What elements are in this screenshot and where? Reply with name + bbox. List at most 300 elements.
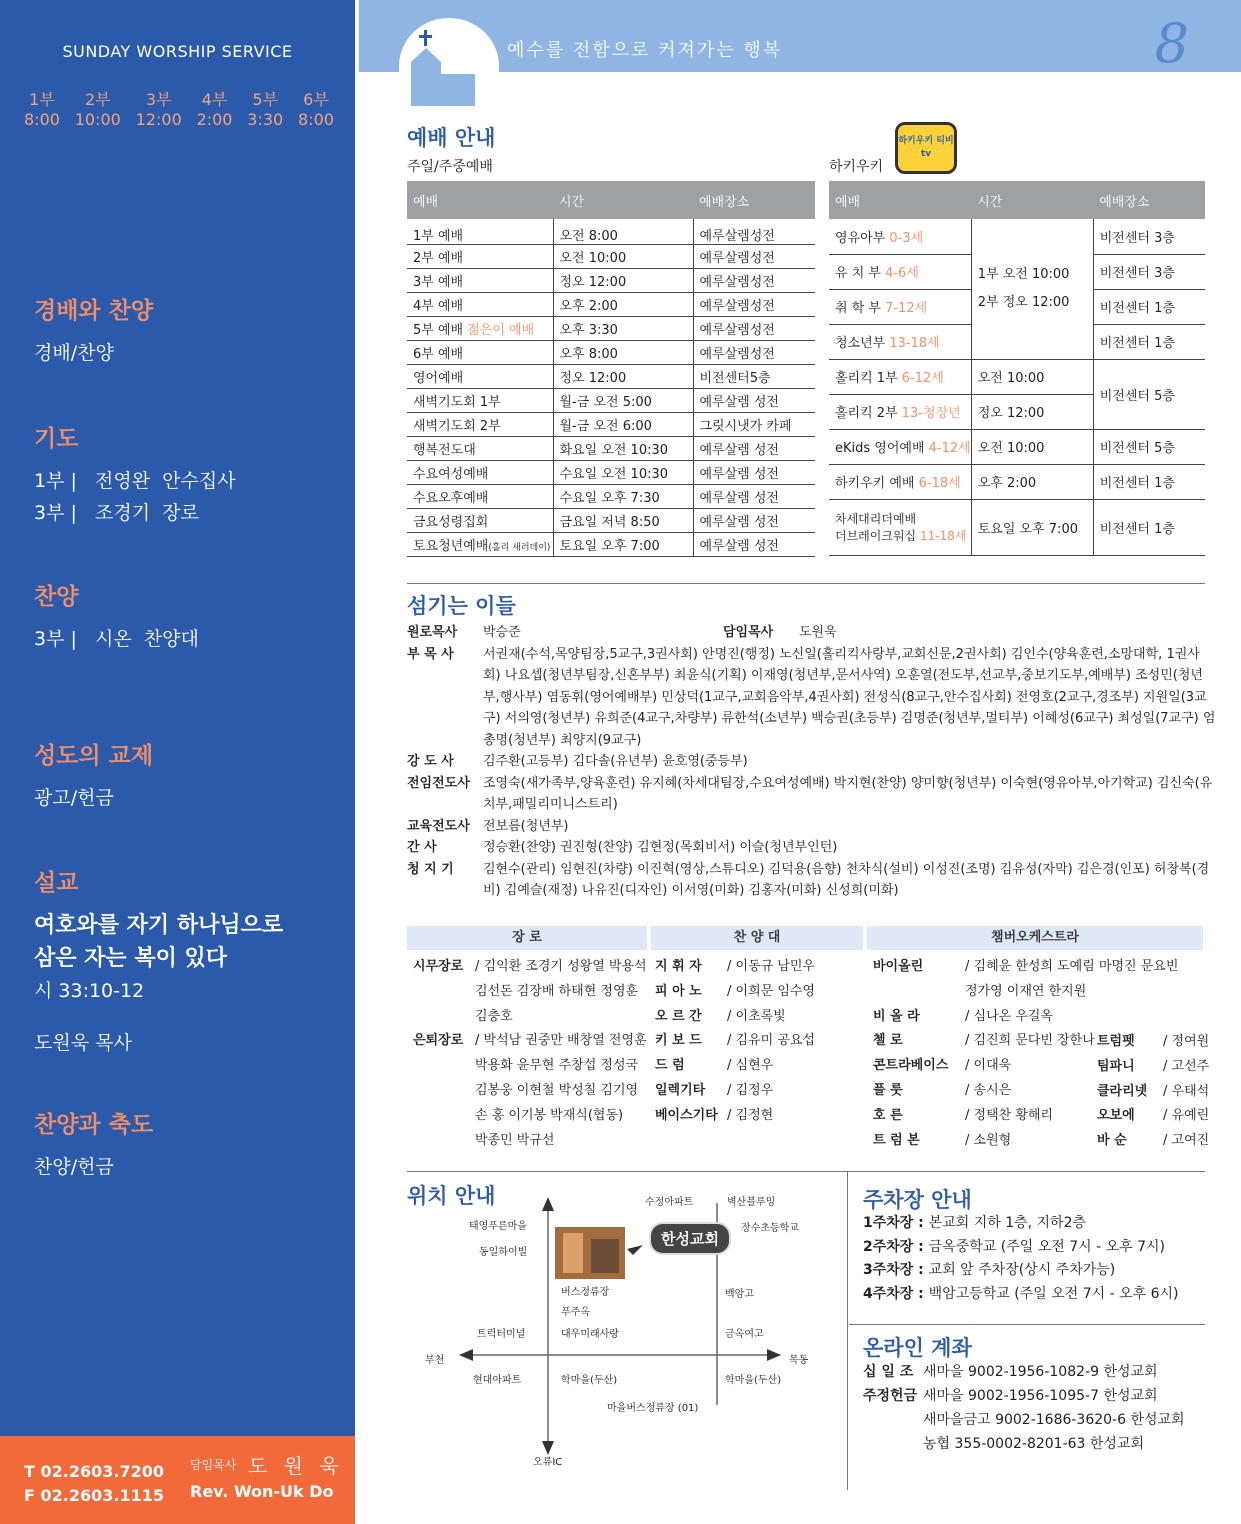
map-label: 동일하이빌	[479, 1247, 528, 1258]
kids-worship-subtitle: 하키우키	[829, 159, 884, 175]
servant-label: 전임전도사	[407, 775, 470, 791]
ensemble-role	[413, 1054, 475, 1079]
service-time: 8:00	[24, 110, 60, 129]
servant-row	[407, 816, 1217, 838]
map-label: 오류IC	[533, 1457, 563, 1468]
kids-worship-name: 홀리킥 1부 6-12세	[829, 359, 971, 394]
kids-name: 차세대리더예배	[835, 512, 917, 526]
map-label: 버스정류장	[561, 1287, 610, 1298]
worship-place: 예루살렘성전	[693, 293, 815, 317]
table-row	[829, 359, 1205, 394]
servant-label: 원로목사	[407, 625, 458, 640]
table-row	[407, 245, 815, 269]
table-row	[407, 269, 815, 293]
worship-time: 화요일 오전 10:30	[553, 437, 693, 461]
worship-time: 월-금 오전 6:00	[553, 413, 693, 437]
ensemble-row	[873, 1005, 1178, 1030]
ensemble-role: 일렉기타	[655, 1082, 706, 1098]
servant-names: 전보름(청년부)	[483, 818, 569, 834]
table-row	[407, 413, 815, 437]
main-worship-table	[407, 181, 815, 557]
table-row	[407, 389, 815, 413]
worship-time: 오전 8:00	[553, 219, 693, 245]
ensemble-role: 바 순	[1097, 1133, 1127, 1149]
kids-name: 더브레이크워십	[835, 529, 917, 543]
ensemble-names: / 고여진	[1163, 1133, 1210, 1149]
map-label: 장수초등학교	[741, 1223, 799, 1234]
worship-note: 젊은이 예배	[463, 323, 535, 338]
kids-age: 13-18세	[885, 336, 940, 351]
ensemble-row	[655, 980, 815, 1005]
ensemble-role: 드 럼	[655, 1058, 685, 1074]
praise-line: 3부 | 시온 찬양대	[34, 628, 199, 650]
blessing-section	[34, 1106, 153, 1183]
worship-place: 예루살렘 성전	[693, 485, 815, 509]
ensemble-row	[413, 955, 647, 980]
kids-age: 13-청장년	[897, 406, 961, 421]
map-label: 수정아파트	[645, 1197, 694, 1208]
worship-time: 오후 3:30	[553, 317, 693, 341]
prayer-section	[34, 420, 236, 529]
map-label: 대우미래사랑	[561, 1329, 619, 1340]
ensemble-names: / 우태석	[1163, 1083, 1210, 1099]
ensemble-names: / 김유미 공요섭	[727, 1033, 815, 1049]
ensemble-row	[655, 955, 815, 980]
blessing-text: 찬양/헌금	[34, 1156, 114, 1178]
ensemble-names: / 이동규 남민우	[727, 959, 815, 974]
worship-place: 예루살렘성전	[693, 317, 815, 341]
worship-name: 금요성령집회	[407, 509, 553, 533]
ensemble-role	[413, 1005, 475, 1030]
ensemble-names: 손 홍 이기봉 박재식(협동)	[475, 1107, 624, 1123]
service-time-slot	[197, 90, 233, 130]
service-time: 2:00	[196, 110, 233, 129]
servant-label: 부 목 사	[407, 646, 454, 662]
page-number: 8	[1154, 12, 1189, 75]
map-label: 금옥여고	[725, 1329, 764, 1340]
ensemble-role: 시무장로	[413, 959, 464, 974]
ensemble-names: 김선돈 김장배 하태현 정영훈	[475, 983, 639, 999]
kids-place: 비전센터 3층	[1093, 254, 1205, 289]
worship-name: 4부 예배	[407, 293, 553, 317]
table-row	[829, 499, 1205, 555]
table-row	[407, 219, 815, 245]
map-label: 푸주옥	[561, 1307, 590, 1318]
map-label: 백암고	[725, 1289, 754, 1300]
map-label: 벽산블루밍	[727, 1197, 776, 1208]
kids-place: 비전센터 3층	[1093, 219, 1205, 254]
prayer-line: 3부 | 조경기 장로	[34, 502, 199, 524]
ensemble-role: 팀파니	[1097, 1058, 1135, 1074]
ensemble-row	[413, 1129, 647, 1154]
kids-time: 정오 12:00	[971, 394, 1093, 429]
service-time-slot	[247, 90, 283, 130]
kids-age: 7-12세	[880, 301, 928, 316]
kids-place: 비전센터 5층	[1093, 429, 1205, 464]
header-bar	[359, 0, 1241, 75]
ensemble-row	[655, 1104, 815, 1129]
kids-worship-name: 홀리킥 2부 13-청장년	[829, 394, 971, 429]
worship-info-heading: 예배 안내	[407, 125, 496, 150]
service-part: 2부	[84, 90, 111, 109]
worship-note: (홀리 새러데이)	[488, 543, 551, 553]
blessing-heading: 찬양과 축도	[34, 1112, 154, 1138]
choir-list	[655, 955, 815, 1129]
ensemble-names: / 심현우	[727, 1058, 774, 1074]
ensemble-role: 키 보 드	[655, 1033, 702, 1049]
ensemble-row	[413, 1005, 647, 1030]
ensemble-role: 플 룻	[873, 1082, 903, 1098]
ensemble-names: / 김익환 조경기 성왕열 박용석	[475, 959, 647, 974]
worship-time: 정오 12:00	[553, 365, 693, 389]
kids-place: 비전센터 1층	[1093, 499, 1205, 555]
worship-place: 비전센터5층	[693, 365, 815, 389]
fax: F 02.2603.1115	[24, 1486, 164, 1505]
kids-place: 비전센터 1층	[1093, 464, 1205, 499]
map-label: 현대아파트	[473, 1375, 522, 1386]
kids-place: 비전센터 5층	[1093, 359, 1205, 429]
location-heading: 위치 안내	[407, 1183, 496, 1208]
service-time: 10:00	[74, 110, 121, 129]
church-icon	[399, 18, 499, 124]
account-label: 십 일 조	[863, 1364, 914, 1380]
kids-worship-name	[829, 499, 971, 555]
worship-place: 예루살렘 성전	[693, 437, 815, 461]
service-time-slot	[75, 90, 121, 130]
ensemble-names: / 정택찬 황해리	[965, 1107, 1053, 1123]
ensemble-names: / 김정현	[727, 1107, 774, 1123]
worship-time: 정오 12:00	[553, 269, 693, 293]
divider	[847, 1172, 848, 1490]
ensemble-role: 베이스기타	[655, 1107, 718, 1123]
worship-time: 금요일 저녁 8:50	[553, 509, 693, 533]
ensemble-role: 첼 로	[873, 1033, 903, 1049]
worship-place: 예루살렘성전	[693, 219, 815, 245]
map-label: 태영푸른마을	[469, 1221, 527, 1232]
kids-worship-name: eKids 영어예배 4-12세	[829, 429, 971, 464]
account-number: 새마을금고 9002-1686-3620-6 한성교회	[923, 1412, 1185, 1428]
phone: T 02.2603.7200	[24, 1462, 164, 1481]
table-row	[407, 461, 815, 485]
col-header: 시간	[553, 181, 693, 219]
header-title: 예수를 전함으로 커져가는 행복	[507, 40, 783, 61]
ensemble-role: 호 른	[873, 1107, 903, 1123]
service-time-slot	[298, 90, 334, 130]
pastor-name-en: Rev. Won-Uk Do	[190, 1482, 334, 1501]
table-row	[407, 341, 815, 365]
shared-time: 2부 정오 12:00	[977, 294, 1070, 310]
col-header: 예배장소	[1093, 181, 1205, 219]
ensemble-role: 오보에	[1097, 1108, 1135, 1124]
parking-row	[863, 1259, 1179, 1283]
sermon-section	[34, 864, 283, 1059]
service-times	[24, 90, 334, 130]
ensemble-row	[413, 980, 647, 1005]
ensemble-names: / 고선주	[1163, 1058, 1210, 1074]
table-row	[829, 464, 1205, 499]
ensemble-names: / 김진희 문다빈 장한나	[965, 1033, 1095, 1049]
servant-label: 담임목사	[723, 625, 774, 640]
ensemble-names: 김충호	[475, 1008, 513, 1024]
ensemble-role: 비 올 라	[873, 1008, 920, 1024]
kids-worship-name: 유 치 부 4-6세	[829, 254, 971, 289]
worship-place: 예루살렘 성전	[693, 389, 815, 413]
table-row	[407, 485, 815, 509]
service-title: SUNDAY WORSHIP SERVICE	[62, 42, 293, 61]
kids-time: 오후 2:00	[971, 464, 1093, 499]
servant-row	[407, 859, 1217, 902]
elders-header: 장 로	[407, 926, 647, 950]
fellowship-heading: 성도의 교제	[34, 743, 154, 769]
service-part: 4부	[201, 90, 228, 109]
divider	[407, 583, 1205, 584]
prayer-line: 1부 | 전영완 안수집사	[34, 470, 236, 492]
ensemble-row	[413, 1079, 647, 1104]
prayer-heading: 기도	[34, 426, 79, 452]
servant-names: 도원욱	[799, 625, 837, 640]
ensemble-role	[413, 1079, 475, 1104]
ensemble-names: / 소원형	[965, 1132, 1012, 1148]
main-worship-subtitle: 주일/주중예배	[407, 159, 493, 175]
pastor-name: 도 원 욱	[248, 1454, 344, 1478]
orchestra-list-right	[1097, 1030, 1209, 1154]
ensemble-row	[413, 1104, 647, 1129]
col-header: 예배장소	[693, 181, 815, 219]
table-row	[407, 437, 815, 461]
worship-place: 예루살렘성전	[693, 341, 815, 365]
table-row	[407, 509, 815, 533]
worship-name: 수요여성예배	[407, 461, 553, 485]
servant-label: 청 지 기	[407, 861, 454, 877]
account-list	[863, 1360, 1185, 1456]
worship-name: 6부 예배	[407, 341, 553, 365]
worship-name: 토요청년예배(홀리 새러데이)	[407, 533, 553, 557]
account-number: 새마을 9002-1956-1095-7 한성교회	[923, 1388, 1158, 1404]
ensemble-role: 지 휘 자	[655, 959, 702, 974]
service-time: 8:00	[298, 110, 334, 129]
worship-name: 새벽기도회 1부	[407, 389, 553, 413]
orchestra-header: 챔버오케스트라	[867, 926, 1203, 950]
kids-age: 4-12세	[924, 441, 971, 456]
ensemble-names: / 이대욱	[965, 1058, 1012, 1074]
parking-list	[863, 1212, 1179, 1306]
praise-section	[34, 578, 199, 655]
kids-time: 오전 10:00	[971, 359, 1093, 394]
ensemble-names: 박종민 박규선	[475, 1132, 555, 1148]
map-label: 트럭터미널	[477, 1329, 526, 1340]
worship-name: 5부 예배 젊은이 예배	[407, 317, 553, 341]
ensemble-role	[413, 1129, 475, 1154]
sermon-verse: 시 33:10-12	[34, 980, 145, 1002]
worship-name: 영어예배	[407, 365, 553, 389]
worship-time: 토요일 오후 7:00	[553, 533, 693, 557]
servant-names: 서권재(수석,목양팀장,5교구,3권사회) 안명진(행정) 노신일(홀리킥사랑부,교회신문,2권사회) 김인수(양육훈련,소망대학, 1권사회) 나요셉(청년부팀장,신혼부부) 최윤식(기획) 이재영(청년부,문서사역) 오훈열(전도부,선교부,중보기도부,예배부) 조성민(청년부,행사부) 염동휘(영어예배부) 민상덕(1교구,교회음악부,4권사회) 전성식(8교구,안수집사회) 전영호(2교구,경조부) 지원일(3교구) 서의영(청년부) 유희준(4교구,차량부) 류한석(소년부) 백승권(초등부) 김명준(청년부,멀티부) 이혜성(6교구) 최성일(7교구) 엄총명(청년부) 최양지(9교구)	[483, 646, 1216, 748]
ensemble-names: / 심나온 우길옥	[965, 1008, 1053, 1024]
map-label: 학마을(두산)	[725, 1375, 782, 1386]
servant-names: 김현수(관리) 임현진(차량) 이진혁(영상,스튜디오) 김덕용(음향) 천차식(설비) 이성진(조명) 김유성(자막) 김은경(인포) 허창복(경비) 김예슬(재정) 나유진(디자인) 이서영(미화) 김홍자(미화) 신성희(미화)	[483, 861, 1210, 898]
account-row	[863, 1384, 1185, 1408]
ensemble-role	[413, 1104, 475, 1129]
ensemble-row	[873, 955, 1178, 980]
choir-header: 찬 양 대	[651, 926, 863, 950]
servant-row	[407, 644, 1217, 752]
ensemble-role: 트럼펫	[1097, 1034, 1135, 1049]
map-label: 목동	[789, 1355, 809, 1366]
servant-label: 강 도 사	[407, 754, 454, 769]
worship-name: 새벽기도회 2부	[407, 413, 553, 437]
ensemble-role	[873, 980, 965, 1005]
kids-worship-name: 영유아부 0-3세	[829, 219, 971, 254]
ensemble-row	[1097, 1055, 1209, 1080]
parking-row	[863, 1236, 1179, 1260]
table-row	[829, 219, 1205, 254]
ensemble-row	[1097, 1104, 1209, 1129]
divider	[407, 1171, 1205, 1172]
map-label: 학마을(두산)	[561, 1375, 618, 1386]
parking-desc: 본교회 지하 1층, 지하2층	[928, 1215, 1087, 1231]
worship-place: 예루살렘 성전	[693, 533, 815, 557]
elders-list	[413, 955, 647, 1153]
worship-text: 경배/찬양	[34, 342, 114, 364]
online-heading: 온라인 계좌	[863, 1335, 972, 1360]
ensemble-row	[1097, 1129, 1209, 1154]
kids-age: 6-18세	[914, 476, 961, 491]
ensemble-row	[413, 1029, 647, 1054]
servant-row	[407, 622, 1217, 644]
shared-time: 1부 오전 10:00	[977, 266, 1070, 282]
ensemble-names: / 유예린	[1163, 1108, 1210, 1124]
kids-shared-time	[971, 219, 1093, 359]
worship-name: 3부 예배	[407, 269, 553, 293]
sermon-preacher: 도원욱 목사	[34, 1032, 132, 1054]
worship-place: 예루살렘 성전	[693, 509, 815, 533]
table-row	[407, 533, 815, 557]
kids-place: 비전센터 1층	[1093, 289, 1205, 324]
table-row	[407, 317, 815, 341]
worship-time: 오후 8:00	[553, 341, 693, 365]
worship-time: 오후 2:00	[553, 293, 693, 317]
kids-age: 0-3세	[885, 230, 924, 246]
ensemble-row	[413, 1054, 647, 1079]
kids-age: 11-18세	[916, 529, 967, 543]
ensemble-role: 바이올린	[873, 959, 924, 974]
map-label: 부천	[425, 1355, 445, 1366]
kids-place: 비전센터 1층	[1093, 324, 1205, 359]
kids-worship-name: 청소년부 13-18세	[829, 324, 971, 359]
ensemble-names: / 송시은	[965, 1082, 1012, 1098]
account-row	[863, 1408, 1185, 1432]
map-label: 마을버스정류장 (01)	[607, 1403, 699, 1414]
ensemble-role	[413, 980, 475, 1005]
servant-names: 조영숙(새가족부,양육훈련) 유지혜(차세대팀장,수요여성예배) 박지현(찬양) 양미향(청년부) 이숙현(영유아부,아기학교) 김신숙(유치부,패밀리미니스트리)	[483, 775, 1213, 812]
service-part: 5부	[252, 90, 279, 109]
worship-time: 수요일 오전 10:30	[553, 461, 693, 485]
ensemble-row	[655, 1029, 815, 1054]
service-time-slot	[24, 90, 60, 130]
servant-row	[407, 837, 1217, 859]
parking-row	[863, 1283, 1179, 1307]
church-marker: 한성교회	[649, 1222, 731, 1255]
worship-heading: 경배와 찬양	[34, 298, 154, 324]
left-sidebar	[0, 0, 355, 1524]
servant-row	[407, 751, 1217, 773]
ensemble-names: / 김정우	[727, 1082, 774, 1098]
account-label: 주정헌금	[863, 1388, 918, 1404]
ensemble-names: / 이초록빛	[727, 1008, 786, 1024]
praise-heading: 찬양	[34, 584, 79, 610]
servant-label: 교육전도사	[407, 818, 470, 834]
kids-worship-name: 하키우키 예배 6-18세	[829, 464, 971, 499]
parking-desc: 백암고등학교 (주일 오전 7시 - 오후 6시)	[928, 1285, 1179, 1302]
divider	[849, 1324, 1205, 1325]
ensemble-names: 김봉웅 이현철 박성칠 김기영	[475, 1082, 639, 1098]
servants-list	[407, 622, 1217, 902]
parking-label: 4주차장 :	[863, 1285, 929, 1302]
worship-name: 1부 예배	[407, 219, 553, 245]
worship-time: 수요일 오후 7:30	[553, 485, 693, 509]
service-time-slot	[136, 90, 182, 130]
servant-names: 김주환(고등부) 김다솔(유년부) 윤호영(중등부)	[483, 754, 748, 769]
ensemble-role: 콘트라베이스	[873, 1058, 949, 1074]
parking-label: 2주차장 :	[863, 1238, 929, 1255]
worship-name: 2부 예배	[407, 245, 553, 269]
ensemble-role: 오 르 간	[655, 1008, 702, 1024]
service-part: 1부	[29, 90, 55, 109]
ensemble-role: 피 아 노	[655, 983, 702, 999]
parking-label: 1주차장 :	[863, 1215, 929, 1231]
ensemble-names: 박용화 윤무현 주창섭 정성국	[475, 1058, 639, 1074]
ensemble-row	[655, 1005, 815, 1030]
worship-place: 예루살렘성전	[693, 269, 815, 293]
worship-place: 예루살렘성전	[693, 245, 815, 269]
worship-place: 그릿시냇가 카페	[693, 413, 815, 437]
servant-label: 간 사	[407, 840, 437, 855]
service-part: 3부	[145, 90, 172, 109]
ensemble-role: 클라리넷	[1097, 1083, 1148, 1099]
ensemble-row	[1097, 1030, 1209, 1055]
service-time: 3:30	[247, 110, 284, 129]
worship-name: 행복전도대	[407, 437, 553, 461]
kids-worship-table	[829, 181, 1205, 556]
parking-desc: 금옥중학교 (주일 오전 7시 - 오후 7시)	[928, 1238, 1165, 1255]
ensemble-row	[655, 1079, 815, 1104]
ensemble-role: 트 럼 본	[873, 1132, 920, 1148]
ensemble-names: 정가영 이재연 한지원	[965, 983, 1087, 999]
footer	[0, 1436, 355, 1524]
col-header: 시간	[971, 181, 1093, 219]
worship-time: 월-금 오전 5:00	[553, 389, 693, 413]
worship-place: 예루살렘 성전	[693, 461, 815, 485]
col-header: 예배	[829, 181, 971, 219]
servant-names: 정승환(찬양) 권진형(찬양) 김현정(목회비서) 이슬(청년부인턴)	[483, 840, 838, 855]
sermon-title: 여호와를 자기 하나님으로	[34, 913, 284, 938]
ensemble-row	[655, 1054, 815, 1079]
kids-time: 토요일 오후 7:00	[971, 499, 1093, 555]
ensemble-names: / 정여원	[1163, 1034, 1210, 1049]
ensemble-names: / 박석남 권중만 배창열 전영훈	[475, 1033, 647, 1049]
worship-time: 오전 10:00	[553, 245, 693, 269]
sermon-heading: 설교	[34, 870, 79, 896]
contact-info	[24, 1460, 164, 1508]
ensemble-names: / 김혜윤 한성희 도예림 마명진 문요빈	[965, 959, 1179, 974]
pastor-title: 담임목사	[190, 1458, 237, 1472]
location-map	[405, 1175, 835, 1475]
table-row	[407, 365, 815, 389]
sermon-title: 삼은 자는 복이 있다	[34, 946, 227, 971]
account-number: 농협 355-0002-8201-63 한성교회	[923, 1436, 1144, 1452]
parking-heading: 주차장 안내	[863, 1187, 972, 1212]
servant-row	[407, 773, 1217, 816]
